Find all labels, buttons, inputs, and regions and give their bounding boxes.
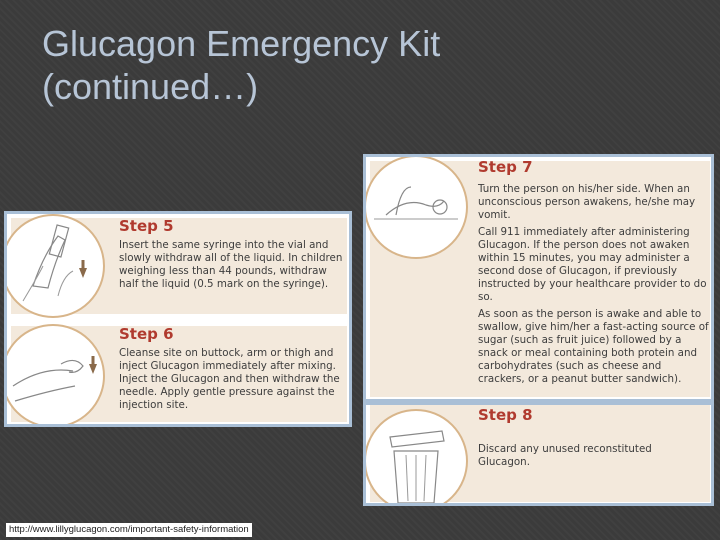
steps-5-6-panel [4,211,352,427]
injection-arm-icon [4,324,105,427]
step-5-text: Insert the same syringe into the vial and slowly withdraw all of the liquid. In children weighing less than 44 pounds, withdraw half the liquid (0.5 mark on the syringe). [119,239,343,290]
step-5-heading: Step 5 [119,217,174,235]
step-6-text: Cleanse site on buttock, arm or thigh and inject Glucagon immediately after mixing. Inject the Glucagon and then withdraw the needle. Apply gentle pressure against the injection site. [119,347,340,411]
step-8-text: Discard any unused reconstituted Glucagon. [478,443,652,468]
source-url[interactable]: http://www.lillyglucagon.com/important-safety-information [6,523,252,537]
slide-title [42,22,642,108]
person-on-side-icon [364,155,468,259]
trash-bin-icon [364,409,468,506]
step-7-card [370,158,710,397]
step-6-card [11,326,347,422]
step-6-heading: Step 6 [119,325,174,343]
step-7-heading: Step 7 [478,158,533,176]
step-8-card [370,405,710,502]
step-7-paragraph-1: Turn the person on his/her side. When an unconscious person awakens, he/she may vomit. [478,183,696,221]
step-7-paragraph-2: Call 911 immediately after administering Glucagon. If the person does not awaken within 15 minutes, you may administer a second dose of Glucagon, if previously instructed by your healthcare provider to do so. [478,226,707,303]
step-7-text [478,183,710,390]
step-7-paragraph-3: As soon as the person is awake and able to swallow, give him/her a fast-acting source of sugar (such as fruit juice) followed by a snack or meal containing both protein and carbohydrates (such as cheese and crackers, or a peanut butter sandwich). [478,308,709,385]
step-7-panel [363,154,714,402]
step-8-heading: Step 8 [478,406,533,424]
step-8-panel [363,402,714,506]
slide-title-line1: Glucagon Emergency Kit [42,23,441,64]
step-5-card [11,218,347,314]
syringe-vial-icon [4,214,105,318]
slide-title-line2: (continued…) [42,66,259,107]
